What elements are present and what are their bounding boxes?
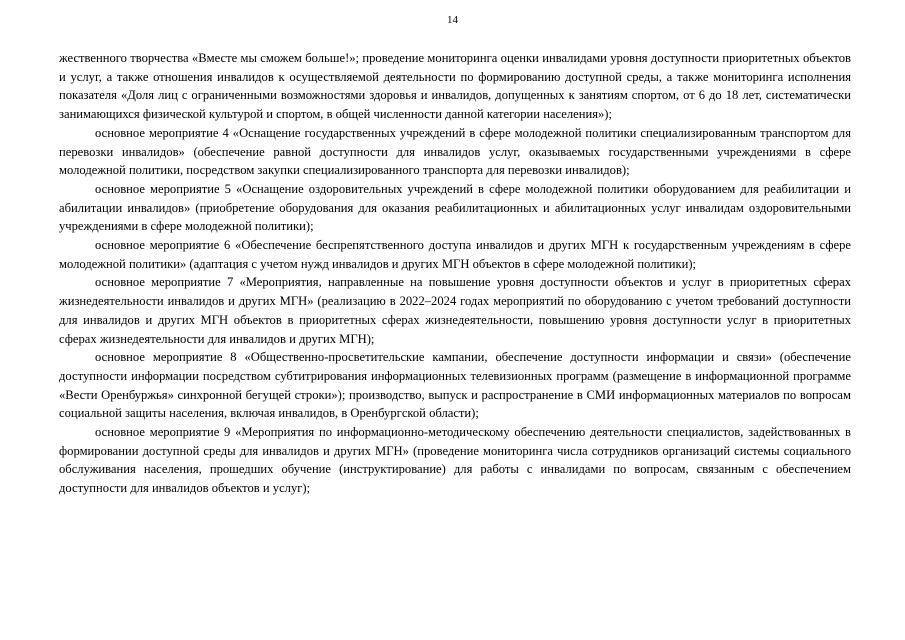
- document-body: [59, 49, 851, 498]
- paragraph-measure-7: основное мероприятие 7 «Мероприятия, направленные на повышение уровня доступности объектов и услуг в приоритетных сферах жизнедеятельности инвалидов и других МГН» (реализацию в 2022–2024 годах мероприятий по оборудованию с учетом требований доступности для инвалидов и других МГН объектов в приоритетных сферах жизнедеятельности, повышению уровня доступности услуг в приоритетных сферах жизнедеятельности для инвалидов и других МГН);: [59, 275, 851, 346]
- paragraph-measure-9: основное мероприятие 9 «Мероприятия по информационно-методическому обеспечению деятельности специалистов, задействованных в формировании доступной среды для инвалидов и других МГН» (проведение мониторинга числа сотрудников организаций системы социального обслуживания населения, прошедших обучение (инструктирование) для работы с инвалидами по вопросам, связанным с обеспечением доступности для инвалидов объектов и услуг);: [59, 425, 851, 496]
- page-number: 14: [447, 14, 458, 26]
- paragraph-measure-8: основное мероприятие 8 «Общественно-просветительские кампании, обеспечение доступности информации и связи» (обеспечение доступности информации посредством субтитрирования информационных телевизионных программ (размещение в информационной программе «Вести Оренбуржья» синхронной бегущей строки»); производство, выпуск и распространение в СМИ информационных материалов по вопросам социальной защиты населения, включая инвалидов, в Оренбургской области);: [59, 350, 851, 421]
- paragraph-continuation: жественного творчества «Вместе мы сможем больше!»; проведение мониторинга оценки инвалидами уровня доступности приоритетных объектов и услуг, а также отношения инвалидов к осуществляемой деятельности по формированию доступной среды, а также мониторинга исполнения показателя «Доля лиц с ограниченными возможностями здоровья и инвалидов, допущенных к занятиям спортом, от 6 до 18 лет, систематически занимающихся физической культурой и спортом, в общей численности данной категории населения»);: [59, 51, 851, 122]
- paragraph-measure-6: основное мероприятие 6 «Обеспечение беспрепятственного доступа инвалидов и других МГН к государственным учреждениям в сфере молодежной политики» (адаптация с учетом нужд инвалидов и других МГН объектов в сфере молодежной политики);: [59, 238, 851, 271]
- paragraph-measure-4: основное мероприятие 4 «Оснащение государственных учреждений в сфере молодежной политики специализированным транспортом для перевозки инвалидов» (обеспечение равной доступности для инвалидов услуг, оказываемых государственными учреждениями в сфере молодежной политики, посредством закупки специализированного транспорта для перевозки инвалидов);: [59, 125, 851, 178]
- paragraph-measure-5: основное мероприятие 5 «Оснащение оздоровительных учреждений в сфере молодежной политики оборудованием для реабилитации и абилитации инвалидов» (приобретение оборудования для оказания реабилитационных и абилитационных услуг инвалидам оздоровительными учреждениями в сфере молодежной политики);: [59, 181, 851, 234]
